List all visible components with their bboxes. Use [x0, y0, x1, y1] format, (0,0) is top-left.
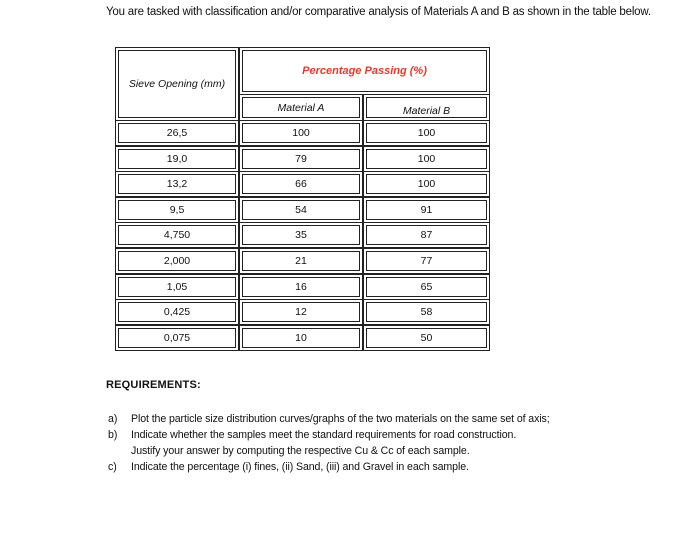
material-a-cell: 100 — [242, 123, 360, 143]
material-a-cell: 66 — [242, 174, 360, 194]
req-marker-a: a) — [108, 413, 118, 425]
material-b-cell: 100 — [366, 149, 487, 169]
material-a-cell: 35 — [242, 225, 360, 245]
material-a-header: Material A — [242, 97, 360, 118]
sieve-table — [116, 48, 491, 351]
material-b-cell: 91 — [366, 200, 487, 220]
intro-text: You are tasked with classification and/or comparative analysis of Materials A and B as shown in the table below. — [106, 6, 651, 18]
req-marker-b: b) — [108, 429, 118, 441]
sieve-opening-header: Sieve Opening (mm) — [118, 50, 236, 118]
material-a-cell: 79 — [242, 149, 360, 169]
material-a-cell: 10 — [242, 328, 360, 348]
material-a-cell: 16 — [242, 277, 360, 297]
sieve-cell: 19,0 — [118, 149, 236, 169]
requirements-title: REQUIREMENTS: — [106, 379, 201, 391]
sieve-cell: 2,000 — [118, 251, 236, 271]
material-b-header: Material B — [366, 97, 487, 118]
material-b-cell: 87 — [366, 225, 487, 245]
sieve-cell: 4,750 — [118, 225, 236, 245]
material-b-cell: 77 — [366, 251, 487, 271]
sieve-cell: 0,425 — [118, 302, 236, 322]
material-b-cell: 58 — [366, 302, 487, 322]
material-a-cell: 12 — [242, 302, 360, 322]
req-c-line-1: Indicate the percentage (i) fines, (ii) Sand, (iii) and Gravel in each sample. — [131, 461, 469, 473]
material-a-cell: 54 — [242, 200, 360, 220]
material-b-cell: 100 — [366, 123, 487, 143]
material-b-cell: 65 — [366, 277, 487, 297]
sieve-cell: 13,2 — [118, 174, 236, 194]
percentage-passing-header: Percentage Passing (%) — [242, 50, 487, 92]
material-a-cell: 21 — [242, 251, 360, 271]
req-a-line-1: Plot the particle size distribution curves/graphs of the two materials on the same set of axis; — [131, 413, 550, 425]
sieve-cell: 9,5 — [118, 200, 236, 220]
req-marker-c: c) — [108, 461, 117, 473]
sieve-cell: 0,075 — [118, 328, 236, 348]
req-b-line-1: Indicate whether the samples meet the standard requirements for road construction. — [131, 429, 517, 441]
material-b-cell: 50 — [366, 328, 487, 348]
material-b-cell: 100 — [366, 174, 487, 194]
sieve-cell: 26,5 — [118, 123, 236, 143]
sieve-cell: 1,05 — [118, 277, 236, 297]
req-b-line-2: Justify your answer by computing the respective Cu & Cc of each sample. — [131, 445, 470, 457]
